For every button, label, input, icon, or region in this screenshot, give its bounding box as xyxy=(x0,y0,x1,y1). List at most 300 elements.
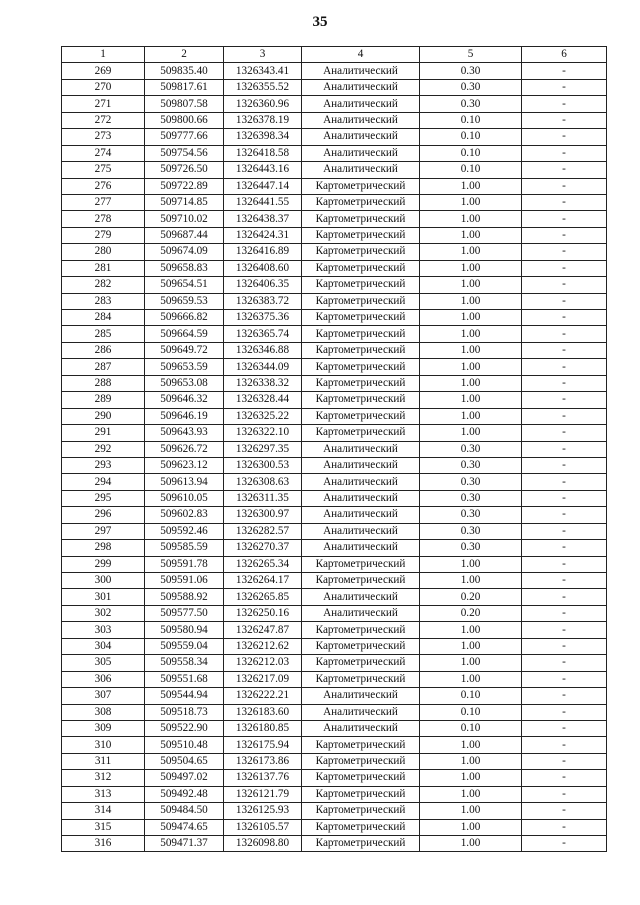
x-coordinate-cell: 509659.53 xyxy=(145,293,224,309)
method-cell: Картометрический xyxy=(302,753,420,769)
x-coordinate-cell: 509551.68 xyxy=(145,671,224,687)
y-coordinate-cell: 1326173.86 xyxy=(224,753,302,769)
x-coordinate-cell: 509649.72 xyxy=(145,342,224,358)
method-cell: Картометрический xyxy=(302,359,420,375)
accuracy-cell: 0.30 xyxy=(420,507,522,523)
note-cell: - xyxy=(522,688,607,704)
note-cell: - xyxy=(522,244,607,260)
point-number-cell: 306 xyxy=(62,671,145,687)
method-cell: Аналитический xyxy=(302,162,420,178)
note-cell: - xyxy=(522,260,607,276)
point-number-cell: 276 xyxy=(62,178,145,194)
accuracy-cell: 1.00 xyxy=(420,342,522,358)
note-cell: - xyxy=(522,425,607,441)
y-coordinate-cell: 1326125.93 xyxy=(224,803,302,819)
table-row xyxy=(62,688,607,704)
y-coordinate-cell: 1326183.60 xyxy=(224,704,302,720)
accuracy-cell: 0.30 xyxy=(420,490,522,506)
y-coordinate-cell: 1326383.72 xyxy=(224,293,302,309)
note-cell: - xyxy=(522,359,607,375)
table-row xyxy=(62,178,607,194)
point-number-cell: 296 xyxy=(62,507,145,523)
point-number-cell: 314 xyxy=(62,803,145,819)
table-row xyxy=(62,704,607,720)
y-coordinate-cell: 1326300.53 xyxy=(224,457,302,473)
x-coordinate-cell: 509559.04 xyxy=(145,638,224,654)
method-cell: Картометрический xyxy=(302,277,420,293)
y-coordinate-cell: 1326416.89 xyxy=(224,244,302,260)
accuracy-cell: 1.00 xyxy=(420,425,522,441)
table-row xyxy=(62,770,607,786)
method-cell: Аналитический xyxy=(302,589,420,605)
point-number-cell: 272 xyxy=(62,112,145,128)
x-coordinate-cell: 509577.50 xyxy=(145,605,224,621)
y-coordinate-cell: 1326346.88 xyxy=(224,342,302,358)
note-cell: - xyxy=(522,178,607,194)
method-cell: Аналитический xyxy=(302,704,420,720)
method-cell: Картометрический xyxy=(302,737,420,753)
x-coordinate-cell: 509558.34 xyxy=(145,655,224,671)
accuracy-cell: 1.00 xyxy=(420,326,522,342)
accuracy-cell: 1.00 xyxy=(420,194,522,210)
note-cell: - xyxy=(522,211,607,227)
x-coordinate-cell: 509610.05 xyxy=(145,490,224,506)
table-row xyxy=(62,96,607,112)
accuracy-cell: 1.00 xyxy=(420,178,522,194)
point-number-cell: 273 xyxy=(62,129,145,145)
method-cell: Аналитический xyxy=(302,457,420,473)
x-coordinate-cell: 509777.66 xyxy=(145,129,224,145)
accuracy-cell: 0.30 xyxy=(420,540,522,556)
y-coordinate-cell: 1326247.87 xyxy=(224,622,302,638)
y-coordinate-cell: 1326365.74 xyxy=(224,326,302,342)
x-coordinate-cell: 509726.50 xyxy=(145,162,224,178)
y-coordinate-cell: 1326418.58 xyxy=(224,145,302,161)
column-header: 6 xyxy=(522,47,607,63)
x-coordinate-cell: 509710.02 xyxy=(145,211,224,227)
method-cell: Картометрический xyxy=(302,622,420,638)
accuracy-cell: 0.20 xyxy=(420,589,522,605)
x-coordinate-cell: 509613.94 xyxy=(145,474,224,490)
method-cell: Картометрический xyxy=(302,836,420,852)
x-coordinate-cell: 509666.82 xyxy=(145,310,224,326)
accuracy-cell: 1.00 xyxy=(420,770,522,786)
x-coordinate-cell: 509588.92 xyxy=(145,589,224,605)
table-row xyxy=(62,655,607,671)
accuracy-cell: 0.10 xyxy=(420,129,522,145)
y-coordinate-cell: 1326282.57 xyxy=(224,523,302,539)
note-cell: - xyxy=(522,638,607,654)
note-cell: - xyxy=(522,375,607,391)
accuracy-cell: 1.00 xyxy=(420,277,522,293)
table-row xyxy=(62,145,607,161)
x-coordinate-cell: 509722.89 xyxy=(145,178,224,194)
accuracy-cell: 0.20 xyxy=(420,605,522,621)
accuracy-cell: 1.00 xyxy=(420,556,522,572)
y-coordinate-cell: 1326217.09 xyxy=(224,671,302,687)
table-row xyxy=(62,638,607,654)
note-cell: - xyxy=(522,408,607,424)
accuracy-cell: 0.30 xyxy=(420,79,522,95)
accuracy-cell: 1.00 xyxy=(420,375,522,391)
table-row xyxy=(62,737,607,753)
note-cell: - xyxy=(522,392,607,408)
point-number-cell: 316 xyxy=(62,836,145,852)
table-row xyxy=(62,441,607,457)
x-coordinate-cell: 509591.06 xyxy=(145,573,224,589)
point-number-cell: 290 xyxy=(62,408,145,424)
note-cell: - xyxy=(522,803,607,819)
accuracy-cell: 1.00 xyxy=(420,573,522,589)
method-cell: Картометрический xyxy=(302,194,420,210)
point-number-cell: 284 xyxy=(62,310,145,326)
accuracy-cell: 1.00 xyxy=(420,786,522,802)
x-coordinate-cell: 509484.50 xyxy=(145,803,224,819)
accuracy-cell: 1.00 xyxy=(420,836,522,852)
note-cell: - xyxy=(522,342,607,358)
point-number-cell: 289 xyxy=(62,392,145,408)
point-number-cell: 281 xyxy=(62,260,145,276)
note-cell: - xyxy=(522,540,607,556)
point-number-cell: 269 xyxy=(62,63,145,79)
point-number-cell: 299 xyxy=(62,556,145,572)
accuracy-cell: 0.10 xyxy=(420,145,522,161)
table-row xyxy=(62,342,607,358)
y-coordinate-cell: 1326424.31 xyxy=(224,227,302,243)
table-row xyxy=(62,819,607,835)
note-cell: - xyxy=(522,112,607,128)
note-cell: - xyxy=(522,227,607,243)
accuracy-cell: 1.00 xyxy=(420,803,522,819)
table-row xyxy=(62,227,607,243)
method-cell: Аналитический xyxy=(302,145,420,161)
table-row xyxy=(62,375,607,391)
method-cell: Аналитический xyxy=(302,112,420,128)
table-row xyxy=(62,540,607,556)
x-coordinate-cell: 509623.12 xyxy=(145,457,224,473)
note-cell: - xyxy=(522,490,607,506)
accuracy-cell: 1.00 xyxy=(420,622,522,638)
x-coordinate-cell: 509654.51 xyxy=(145,277,224,293)
point-number-cell: 298 xyxy=(62,540,145,556)
table-row xyxy=(62,490,607,506)
point-number-cell: 312 xyxy=(62,770,145,786)
y-coordinate-cell: 1326222.21 xyxy=(224,688,302,704)
y-coordinate-cell: 1326408.60 xyxy=(224,260,302,276)
method-cell: Аналитический xyxy=(302,490,420,506)
accuracy-cell: 0.30 xyxy=(420,63,522,79)
x-coordinate-cell: 509471.37 xyxy=(145,836,224,852)
method-cell: Картометрический xyxy=(302,408,420,424)
note-cell: - xyxy=(522,737,607,753)
note-cell: - xyxy=(522,622,607,638)
table-row xyxy=(62,589,607,605)
point-number-cell: 275 xyxy=(62,162,145,178)
method-cell: Аналитический xyxy=(302,441,420,457)
note-cell: - xyxy=(522,523,607,539)
x-coordinate-cell: 509518.73 xyxy=(145,704,224,720)
point-number-cell: 278 xyxy=(62,211,145,227)
point-number-cell: 305 xyxy=(62,655,145,671)
note-cell: - xyxy=(522,770,607,786)
x-coordinate-cell: 509474.65 xyxy=(145,819,224,835)
y-coordinate-cell: 1326355.52 xyxy=(224,79,302,95)
x-coordinate-cell: 509592.46 xyxy=(145,523,224,539)
y-coordinate-cell: 1326406.35 xyxy=(224,277,302,293)
table-row xyxy=(62,457,607,473)
point-number-cell: 292 xyxy=(62,441,145,457)
accuracy-cell: 1.00 xyxy=(420,753,522,769)
y-coordinate-cell: 1326270.37 xyxy=(224,540,302,556)
note-cell: - xyxy=(522,162,607,178)
method-cell: Аналитический xyxy=(302,688,420,704)
y-coordinate-cell: 1326375.36 xyxy=(224,310,302,326)
x-coordinate-cell: 509522.90 xyxy=(145,720,224,736)
accuracy-cell: 1.00 xyxy=(420,211,522,227)
point-number-cell: 280 xyxy=(62,244,145,260)
accuracy-cell: 1.00 xyxy=(420,392,522,408)
note-cell: - xyxy=(522,507,607,523)
y-coordinate-cell: 1326121.79 xyxy=(224,786,302,802)
note-cell: - xyxy=(522,129,607,145)
point-number-cell: 308 xyxy=(62,704,145,720)
point-number-cell: 282 xyxy=(62,277,145,293)
table-row xyxy=(62,408,607,424)
note-cell: - xyxy=(522,194,607,210)
y-coordinate-cell: 1326311.35 xyxy=(224,490,302,506)
column-header: 2 xyxy=(145,47,224,63)
x-coordinate-cell: 509510.48 xyxy=(145,737,224,753)
table-row xyxy=(62,244,607,260)
y-coordinate-cell: 1326300.97 xyxy=(224,507,302,523)
accuracy-cell: 0.30 xyxy=(420,457,522,473)
accuracy-cell: 0.10 xyxy=(420,112,522,128)
point-number-cell: 307 xyxy=(62,688,145,704)
table-row xyxy=(62,753,607,769)
point-number-cell: 287 xyxy=(62,359,145,375)
x-coordinate-cell: 509544.94 xyxy=(145,688,224,704)
accuracy-cell: 1.00 xyxy=(420,737,522,753)
method-cell: Картометрический xyxy=(302,655,420,671)
x-coordinate-cell: 509646.19 xyxy=(145,408,224,424)
table-row xyxy=(62,326,607,342)
note-cell: - xyxy=(522,836,607,852)
accuracy-cell: 1.00 xyxy=(420,655,522,671)
note-cell: - xyxy=(522,457,607,473)
note-cell: - xyxy=(522,326,607,342)
method-cell: Аналитический xyxy=(302,63,420,79)
column-header: 5 xyxy=(420,47,522,63)
note-cell: - xyxy=(522,79,607,95)
table-row xyxy=(62,573,607,589)
table-row xyxy=(62,392,607,408)
x-coordinate-cell: 509504.65 xyxy=(145,753,224,769)
note-cell: - xyxy=(522,310,607,326)
note-cell: - xyxy=(522,720,607,736)
y-coordinate-cell: 1326360.96 xyxy=(224,96,302,112)
y-coordinate-cell: 1326443.16 xyxy=(224,162,302,178)
note-cell: - xyxy=(522,556,607,572)
method-cell: Картометрический xyxy=(302,425,420,441)
y-coordinate-cell: 1326297.35 xyxy=(224,441,302,457)
method-cell: Аналитический xyxy=(302,79,420,95)
point-number-cell: 293 xyxy=(62,457,145,473)
method-cell: Картометрический xyxy=(302,375,420,391)
accuracy-cell: 1.00 xyxy=(420,408,522,424)
method-cell: Аналитический xyxy=(302,507,420,523)
note-cell: - xyxy=(522,753,607,769)
note-cell: - xyxy=(522,819,607,835)
point-number-cell: 300 xyxy=(62,573,145,589)
method-cell: Картометрический xyxy=(302,178,420,194)
point-number-cell: 274 xyxy=(62,145,145,161)
accuracy-cell: 0.10 xyxy=(420,720,522,736)
y-coordinate-cell: 1326264.17 xyxy=(224,573,302,589)
x-coordinate-cell: 509580.94 xyxy=(145,622,224,638)
x-coordinate-cell: 509674.09 xyxy=(145,244,224,260)
note-cell: - xyxy=(522,589,607,605)
y-coordinate-cell: 1326343.41 xyxy=(224,63,302,79)
point-number-cell: 295 xyxy=(62,490,145,506)
method-cell: Картометрический xyxy=(302,260,420,276)
note-cell: - xyxy=(522,441,607,457)
y-coordinate-cell: 1326105.57 xyxy=(224,819,302,835)
point-number-cell: 294 xyxy=(62,474,145,490)
accuracy-cell: 1.00 xyxy=(420,671,522,687)
accuracy-cell: 0.10 xyxy=(420,704,522,720)
y-coordinate-cell: 1326438.37 xyxy=(224,211,302,227)
table-row xyxy=(62,671,607,687)
y-coordinate-cell: 1326378.19 xyxy=(224,112,302,128)
x-coordinate-cell: 509664.59 xyxy=(145,326,224,342)
table-row xyxy=(62,277,607,293)
accuracy-cell: 1.00 xyxy=(420,244,522,260)
table-row xyxy=(62,310,607,326)
method-cell: Картометрический xyxy=(302,573,420,589)
method-cell: Аналитический xyxy=(302,605,420,621)
method-cell: Картометрический xyxy=(302,819,420,835)
y-coordinate-cell: 1326098.80 xyxy=(224,836,302,852)
point-number-cell: 277 xyxy=(62,194,145,210)
table-row xyxy=(62,112,607,128)
accuracy-cell: 0.30 xyxy=(420,96,522,112)
y-coordinate-cell: 1326441.55 xyxy=(224,194,302,210)
accuracy-cell: 1.00 xyxy=(420,638,522,654)
method-cell: Картометрический xyxy=(302,556,420,572)
y-coordinate-cell: 1326398.34 xyxy=(224,129,302,145)
table-row xyxy=(62,556,607,572)
method-cell: Картометрический xyxy=(302,803,420,819)
y-coordinate-cell: 1326180.85 xyxy=(224,720,302,736)
method-cell: Картометрический xyxy=(302,770,420,786)
accuracy-cell: 0.30 xyxy=(420,523,522,539)
table-row xyxy=(62,359,607,375)
y-coordinate-cell: 1326328.44 xyxy=(224,392,302,408)
table-row xyxy=(62,211,607,227)
x-coordinate-cell: 509754.56 xyxy=(145,145,224,161)
accuracy-cell: 1.00 xyxy=(420,819,522,835)
y-coordinate-cell: 1326308.63 xyxy=(224,474,302,490)
table-row xyxy=(62,162,607,178)
method-cell: Аналитический xyxy=(302,129,420,145)
method-cell: Картометрический xyxy=(302,638,420,654)
x-coordinate-cell: 509687.44 xyxy=(145,227,224,243)
y-coordinate-cell: 1326265.34 xyxy=(224,556,302,572)
point-number-cell: 270 xyxy=(62,79,145,95)
note-cell: - xyxy=(522,145,607,161)
column-header: 1 xyxy=(62,47,145,63)
note-cell: - xyxy=(522,704,607,720)
x-coordinate-cell: 509643.93 xyxy=(145,425,224,441)
method-cell: Картометрический xyxy=(302,342,420,358)
note-cell: - xyxy=(522,474,607,490)
point-number-cell: 303 xyxy=(62,622,145,638)
note-cell: - xyxy=(522,671,607,687)
page-number: 35 xyxy=(312,14,328,30)
accuracy-cell: 1.00 xyxy=(420,310,522,326)
method-cell: Картометрический xyxy=(302,671,420,687)
note-cell: - xyxy=(522,786,607,802)
table-row xyxy=(62,425,607,441)
table-row xyxy=(62,63,607,79)
method-cell: Аналитический xyxy=(302,540,420,556)
table-row xyxy=(62,293,607,309)
column-header: 3 xyxy=(224,47,302,63)
point-number-cell: 283 xyxy=(62,293,145,309)
y-coordinate-cell: 1326265.85 xyxy=(224,589,302,605)
point-number-cell: 315 xyxy=(62,819,145,835)
column-header: 4 xyxy=(302,47,420,63)
accuracy-cell: 1.00 xyxy=(420,227,522,243)
y-coordinate-cell: 1326322.10 xyxy=(224,425,302,441)
accuracy-cell: 0.10 xyxy=(420,162,522,178)
y-coordinate-cell: 1326250.16 xyxy=(224,605,302,621)
y-coordinate-cell: 1326344.09 xyxy=(224,359,302,375)
method-cell: Аналитический xyxy=(302,474,420,490)
note-cell: - xyxy=(522,655,607,671)
table-row xyxy=(62,129,607,145)
point-number-cell: 288 xyxy=(62,375,145,391)
method-cell: Картометрический xyxy=(302,392,420,408)
x-coordinate-cell: 509653.59 xyxy=(145,359,224,375)
table-row xyxy=(62,507,607,523)
method-cell: Картометрический xyxy=(302,293,420,309)
x-coordinate-cell: 509714.85 xyxy=(145,194,224,210)
point-number-cell: 301 xyxy=(62,589,145,605)
accuracy-cell: 0.30 xyxy=(420,474,522,490)
x-coordinate-cell: 509800.66 xyxy=(145,112,224,128)
y-coordinate-cell: 1326137.76 xyxy=(224,770,302,786)
note-cell: - xyxy=(522,96,607,112)
y-coordinate-cell: 1326325.22 xyxy=(224,408,302,424)
table-row xyxy=(62,786,607,802)
method-cell: Аналитический xyxy=(302,523,420,539)
point-number-cell: 297 xyxy=(62,523,145,539)
x-coordinate-cell: 509817.61 xyxy=(145,79,224,95)
accuracy-cell: 1.00 xyxy=(420,293,522,309)
method-cell: Картометрический xyxy=(302,227,420,243)
x-coordinate-cell: 509626.72 xyxy=(145,441,224,457)
accuracy-cell: 0.10 xyxy=(420,688,522,704)
point-number-cell: 302 xyxy=(62,605,145,621)
y-coordinate-cell: 1326212.62 xyxy=(224,638,302,654)
method-cell: Картометрический xyxy=(302,310,420,326)
y-coordinate-cell: 1326175.94 xyxy=(224,737,302,753)
table-row xyxy=(62,836,607,852)
note-cell: - xyxy=(522,293,607,309)
note-cell: - xyxy=(522,605,607,621)
accuracy-cell: 0.30 xyxy=(420,441,522,457)
